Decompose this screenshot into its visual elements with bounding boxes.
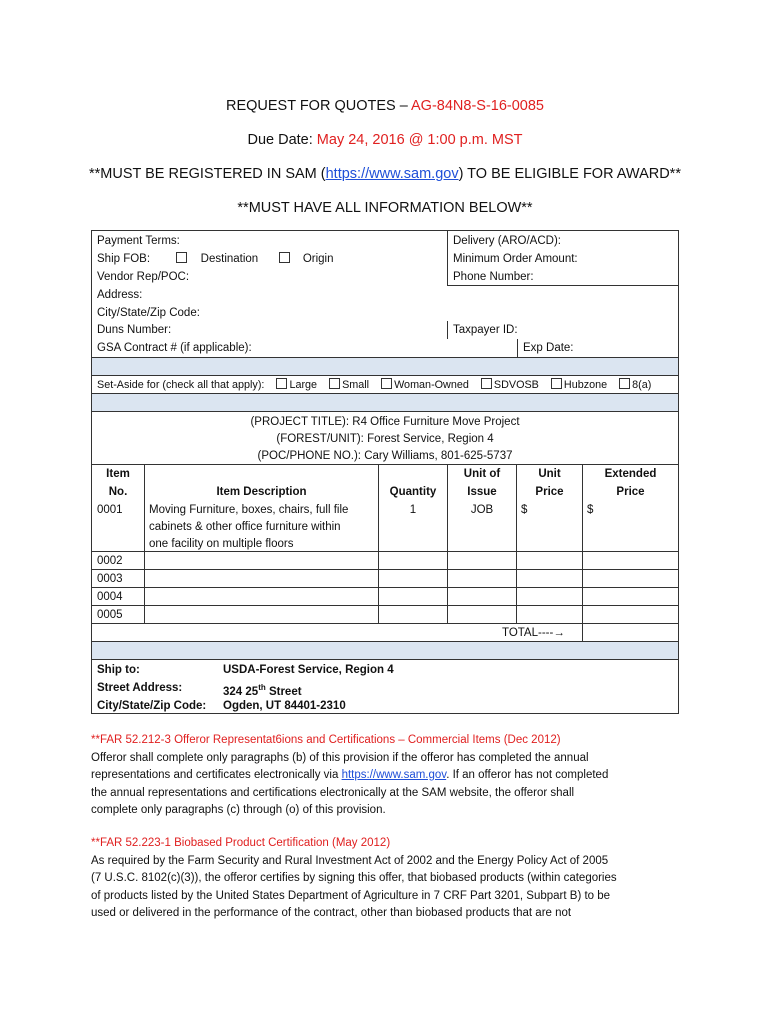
far-52-212-3-line-4: complete only paragraphs (c) through (o) of this provision.: [91, 804, 386, 816]
far-52-212-3-heading: **FAR 52.212-3 Offeror Representat6ions and Certifications – Commercial Items (Dec 2012): [91, 734, 561, 746]
set-aside-8a: 8(a): [632, 379, 652, 391]
street-address-value: [223, 681, 302, 699]
far-52-223-1-heading: **FAR 52.223-1 Biobased Product Certification (May 2012): [91, 837, 391, 849]
project-forest-unit: (FOREST/UNIT): Forest Service, Region 4: [276, 433, 494, 445]
quote-form: [91, 230, 679, 714]
project-poc-phone: (POC/PHONE NO.): Cary Williams, 801-625-5737: [257, 450, 513, 462]
project-title: (PROJECT TITLE): R4 Office Furniture Move Project: [250, 416, 520, 428]
shaded-row: [92, 641, 678, 659]
delivery-label: Delivery (ARO/ACD):: [453, 235, 561, 247]
col-extended-price-header-2: Price: [616, 486, 645, 498]
col-unit-price-header-2: Price: [535, 486, 564, 498]
set-aside-row: [97, 378, 651, 392]
row-unit-issue: JOB: [470, 504, 494, 516]
due-date-line: [0, 131, 770, 149]
street-ordinal: th: [258, 683, 266, 692]
rfq-title: [0, 97, 770, 115]
sam-link[interactable]: https://www.sam.gov: [325, 166, 459, 182]
sam-link-body[interactable]: https://www.sam.gov: [341, 769, 447, 781]
shaded-row: [92, 393, 678, 411]
col-unit-price-header-1: Unit: [538, 468, 561, 480]
far-52-212-3-line-2: [91, 767, 691, 785]
ship-to-value: USDA-Forest Service, Region 4: [223, 664, 394, 676]
row-description-line-3: one facility on multiple floors: [149, 538, 294, 550]
must-have-notice: **MUST HAVE ALL INFORMATION BELOW**: [237, 200, 533, 216]
far-line-2-prefix: representations and certificates electronically via: [91, 769, 342, 781]
set-aside-large: Large: [289, 379, 318, 391]
street-number: 324 25: [223, 685, 259, 698]
row-item-no: 0004: [97, 591, 123, 603]
row-description-line-1: Moving Furniture, boxes, chairs, full file: [149, 504, 349, 516]
total-label: TOTAL----→: [502, 627, 565, 639]
ship-city-label: City/State/Zip Code:: [97, 700, 207, 712]
duns-number-label: Duns Number:: [97, 324, 172, 336]
col-unit-issue-header-1: Unit of: [463, 468, 501, 480]
far-52-223-1-line-1: As required by the Farm Security and Rural Investment Act of 2002 and the Energy Policy Act of 2005: [91, 854, 609, 867]
address-label: Address:: [97, 289, 143, 301]
row-item-no: 0005: [97, 609, 123, 621]
far-52-212-3-line-1: Offeror shall complete only paragraphs (b) of this provision if the offeror has completed the annual: [91, 751, 589, 764]
row-unit-price: $: [521, 504, 528, 516]
city-state-zip-label: City/State/Zip Code:: [97, 307, 200, 319]
street-address-label: Street Address:: [97, 682, 183, 694]
col-extended-price-header-1: Extended: [604, 468, 657, 480]
min-order-label: Minimum Order Amount:: [453, 253, 578, 265]
row-description-line-2: cabinets & other office furniture within: [149, 521, 341, 533]
sam-notice-prefix: **MUST BE REGISTERED IN SAM (: [89, 166, 326, 182]
row-item-no: 0001: [97, 504, 123, 516]
due-date-label: Due Date:: [247, 132, 317, 148]
rfq-number: AG-84N8-S-16-0085: [411, 98, 545, 114]
far-52-223-1-line-2: (7 U.S.C. 8102(c)(3)), the offeror certifies by signing this offer, that biobased products (within categories: [91, 872, 617, 884]
vendor-rep-label: Vendor Rep/POC:: [97, 271, 190, 283]
payment-terms-label: Payment Terms:: [97, 235, 180, 247]
street-suffix: Street: [265, 685, 302, 698]
set-aside-hubzone: Hubzone: [563, 379, 608, 391]
set-aside-small: Small: [342, 379, 370, 391]
small-checkbox[interactable]: [329, 378, 340, 389]
far-line-2-suffix: . If an offeror has not completed: [446, 769, 609, 781]
row-item-no: 0002: [97, 555, 123, 567]
ship-to-label: Ship to:: [97, 664, 140, 676]
shaded-row: [92, 357, 678, 375]
row-quantity: 1: [409, 504, 417, 516]
col-description-header: Item Description: [216, 486, 307, 498]
due-date-value: May 24, 2016 @ 1:00 p.m. MST: [316, 132, 523, 148]
origin-checkbox[interactable]: [279, 252, 290, 263]
far-52-223-1-section: [91, 835, 691, 923]
sam-notice-suffix: ) TO BE ELIGIBLE FOR AWARD**: [458, 166, 681, 182]
far-52-223-1-line-3: of products listed by the United States Department of Agriculture in 7 CRF Part 3201, Subpart B) to be: [91, 889, 611, 902]
sam-registration-notice: [0, 165, 770, 183]
set-aside-sdvosb: SDVOSB: [493, 379, 539, 391]
far-52-212-3-section: [91, 732, 691, 820]
gsa-contract-label: GSA Contract # (if applicable):: [97, 342, 252, 354]
far-52-212-3-line-3: the annual representations and certifications electronically at the SAM website, the offeror shall: [91, 786, 575, 799]
ship-fob-row: [97, 252, 334, 266]
taxpayer-id-label: Taxpayer ID:: [453, 324, 518, 336]
ship-city-value: Ogden, UT 84401-2310: [223, 700, 346, 712]
large-checkbox[interactable]: [276, 378, 287, 389]
hubzone-checkbox[interactable]: [551, 378, 562, 389]
phone-number-label: Phone Number:: [453, 271, 534, 283]
row-item-no: 0003: [97, 573, 123, 585]
far-52-223-1-line-4: used or delivered in the performance of the contract, other than biobased products that are not: [91, 907, 572, 919]
col-item-header-2: No.: [108, 486, 128, 498]
col-unit-issue-header-2: Issue: [467, 486, 497, 498]
exp-date-label: Exp Date:: [523, 342, 574, 354]
row-extended-price: $: [587, 504, 594, 516]
rfq-title-prefix: REQUEST FOR QUOTES –: [225, 98, 412, 114]
set-aside-label: Set-Aside for (check all that apply):: [97, 379, 265, 391]
woman-owned-checkbox[interactable]: [381, 378, 392, 389]
set-aside-woman-owned: Woman-Owned: [394, 379, 469, 391]
destination-label: Destination: [200, 253, 259, 265]
origin-label: Origin: [302, 253, 334, 265]
sdvosb-checkbox[interactable]: [481, 378, 492, 389]
8a-checkbox[interactable]: [619, 378, 630, 389]
col-item-header-1: Item: [106, 468, 130, 480]
col-quantity-header: Quantity: [389, 486, 437, 498]
ship-fob-label: Ship FOB:: [97, 253, 151, 265]
destination-checkbox[interactable]: [176, 252, 187, 263]
